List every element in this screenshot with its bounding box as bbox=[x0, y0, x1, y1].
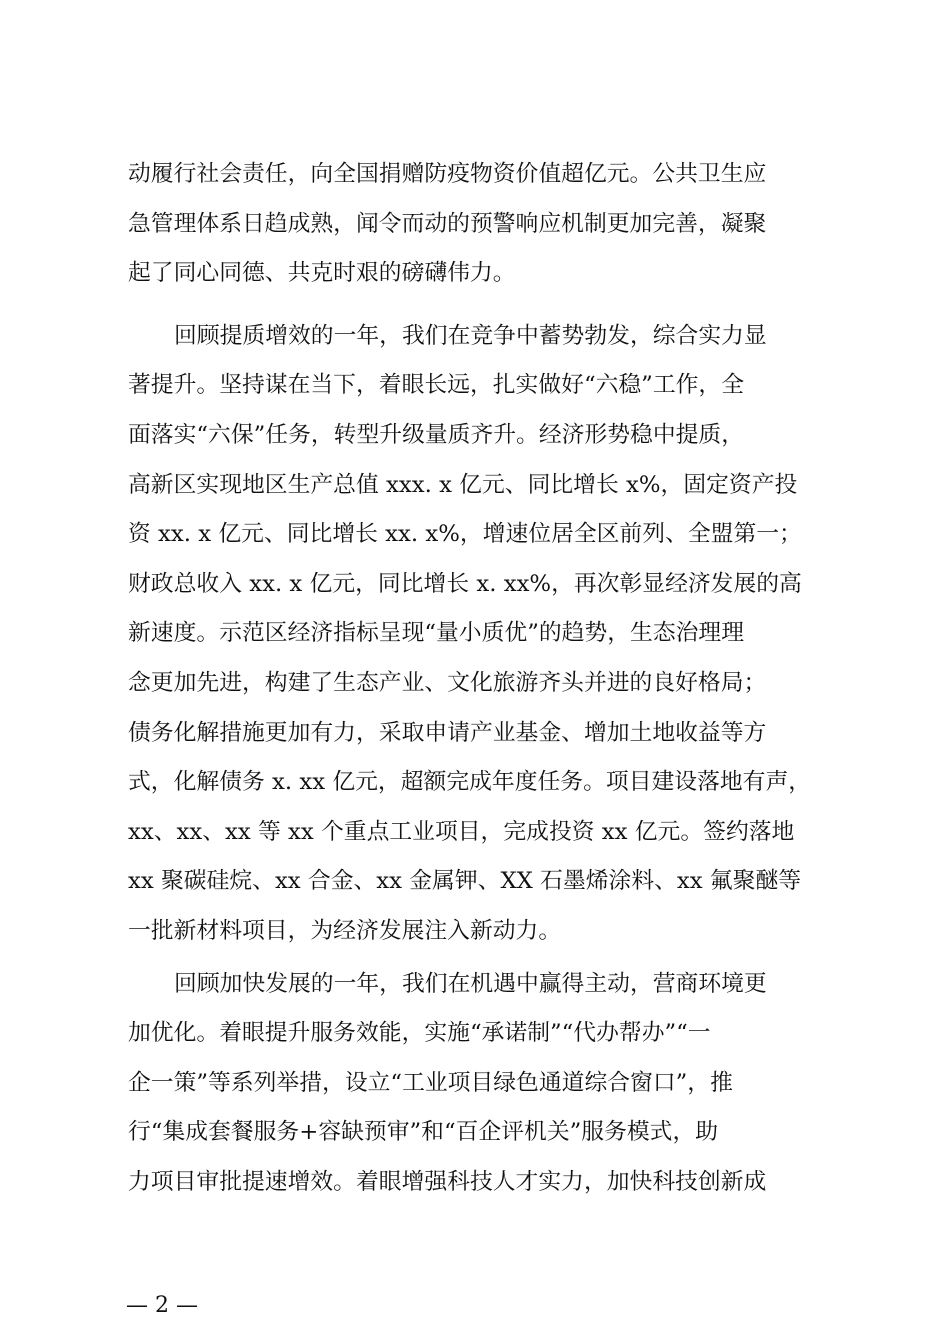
paragraph-2 bbox=[128, 312, 828, 957]
paragraph-3 bbox=[128, 960, 828, 1208]
text-line: 企一策”等系列举措，设立“工业项目绿色通道综合窗口”，推 bbox=[128, 1069, 733, 1096]
text-line: 新速度。示范区经济指标呈现“量小质优”的趋势，生态治理理 bbox=[128, 620, 745, 647]
text-line: 面落实“六保”任务，转型升级量质齐升。经济形势稳中提质， bbox=[128, 421, 745, 448]
text-line: 一批新材料项目，为经济发展注入新动力。 bbox=[128, 917, 562, 944]
text-line: 著提升。坚持谋在当下，着眼长远，扎实做好“六稳”工作，全 bbox=[128, 372, 745, 399]
paragraph-1 bbox=[128, 150, 828, 299]
text-line: 念更加先进，构建了生态产业、文化旅游齐头并进的良好格局； bbox=[128, 669, 767, 696]
text-line: 资 xx. x 亿元、同比增长 xx. x%，增速位居全区前列、全盟第一； bbox=[128, 521, 802, 548]
text-line: 急管理体系日趋成熟，闻令而动的预警响应机制更加完善，凝聚 bbox=[128, 210, 767, 237]
text-line: 力项目审批提速增效。着眼增强科技人才实力，加快科技创新成 bbox=[128, 1168, 767, 1195]
text-line: 回顾提质增效的一年，我们在竞争中蓄势勃发，综合实力显 bbox=[174, 322, 767, 349]
text-line: 式，化解债务 x. xx 亿元，超额完成年度任务。项目建设落地有声， bbox=[128, 769, 812, 796]
text-line: 动履行社会责任，向全国捐赠防疫物资价值超亿元。公共卫生应 bbox=[128, 161, 767, 187]
text-line: 加优化。着眼提升服务效能，实施“承诺制”“代办帮办”“一 bbox=[128, 1020, 711, 1047]
document-body bbox=[128, 150, 828, 1207]
text-line: 财政总收入 xx. x 亿元，同比增长 x. xx%，再次彰显经济发展的高 bbox=[128, 570, 802, 597]
text-line: xx、xx、xx 等 xx 个重点工业项目，完成投资 xx 亿元。签约落地 bbox=[128, 818, 795, 845]
text-line: 行“集成套餐服务+容缺预审”和“百企评机关”服务模式，助 bbox=[128, 1119, 719, 1146]
text-line: 债务化解措施更加有力，采取申请产业基金、增加土地收益等方 bbox=[128, 719, 767, 746]
text-line: xx 聚碳硅烷、xx 合金、xx 金属钾、XX 石墨烯涂料、xx 氟聚醚等 bbox=[128, 868, 802, 895]
page-number: — 2 — bbox=[126, 1293, 198, 1318]
text-line: 高新区实现地区生产总值 xxx. x 亿元、同比增长 x%，固定资产投 bbox=[128, 471, 798, 498]
text-line: 起了同心同德、共克时艰的磅礴伟力。 bbox=[128, 260, 516, 287]
paragraph-spacer bbox=[128, 299, 828, 312]
text-line: 回顾加快发展的一年，我们在机遇中赢得主动，营商环境更 bbox=[174, 970, 767, 997]
